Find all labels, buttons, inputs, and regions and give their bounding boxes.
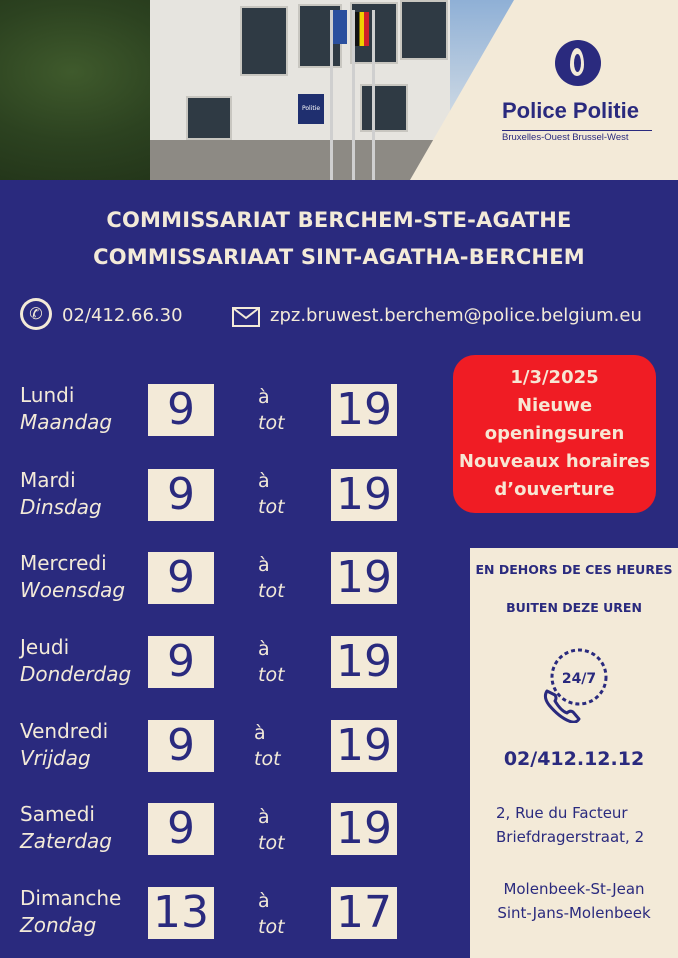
address-fr: 2, Rue du Facteur xyxy=(496,804,628,822)
ground-floor xyxy=(150,140,450,180)
sep-fr: à xyxy=(258,890,270,912)
close-hour: 19 xyxy=(331,720,397,772)
announcement-line4: d’ouverture xyxy=(494,479,615,500)
logo-title: Police Politie xyxy=(502,98,639,123)
after-hours-nl: BUITEN DEZE UREN xyxy=(506,600,642,615)
address-nl: Briefdragerstraat, 2 xyxy=(496,828,645,846)
day-nl: Zondag xyxy=(20,913,97,937)
open-hour: 9 xyxy=(148,720,214,772)
day-nl: Dinsdag xyxy=(20,495,102,519)
open-hour: 9 xyxy=(148,636,214,688)
close-hour: 19 xyxy=(331,803,397,855)
sep-nl: tot xyxy=(258,832,285,854)
title-fr: COMMISSARIAT BERCHEM-STE-AGATHE xyxy=(106,208,572,232)
announcement-line2: openingsuren xyxy=(484,423,625,444)
sep-fr: à xyxy=(258,470,270,492)
new-hours-announcement xyxy=(453,355,656,513)
open-hour: 9 xyxy=(148,384,214,436)
day-fr: Vendredi xyxy=(20,719,109,743)
day-fr: Dimanche xyxy=(20,886,122,910)
close-hour: 19 xyxy=(331,552,397,604)
announcement-line3: Nouveaux horaires xyxy=(458,451,651,472)
police-flame-icon xyxy=(555,40,601,86)
sep-nl: tot xyxy=(258,496,285,518)
sep-fr: à xyxy=(258,638,270,660)
sep-nl: tot xyxy=(258,412,285,434)
open-hour: 13 xyxy=(148,887,214,939)
announcement-date: 1/3/2025 xyxy=(510,367,599,388)
after-hours-fr: EN DEHORS DE CES HEURES xyxy=(475,562,673,577)
emergency-phone[interactable]: 02/412.12.12 xyxy=(503,748,645,770)
open-hour: 9 xyxy=(148,803,214,855)
close-hour: 19 xyxy=(331,469,397,521)
mail-icon xyxy=(232,307,260,327)
commune-nl: Sint-Jans-Molenbeek xyxy=(497,904,651,922)
politie-sign: Politie xyxy=(298,94,324,124)
day-nl: Woensdag xyxy=(20,578,126,602)
badge-24-7: 24/7 xyxy=(561,671,597,687)
commune-fr: Molenbeek-St-Jean xyxy=(503,880,645,898)
day-fr: Mardi xyxy=(20,468,76,492)
day-nl: Zaterdag xyxy=(20,829,112,853)
sep-nl: tot xyxy=(258,580,285,602)
day-fr: Mercredi xyxy=(20,551,107,575)
day-fr: Jeudi xyxy=(20,635,70,659)
phone-number[interactable]: 02/412.66.30 xyxy=(62,305,183,326)
announcement-line1: Nieuwe xyxy=(516,395,593,416)
email-address[interactable]: zpz.bruwest.berchem@police.belgium.eu xyxy=(270,305,642,326)
sep-fr: à xyxy=(258,386,270,408)
phone-24-7-icon xyxy=(537,643,617,723)
sep-fr: à xyxy=(254,722,266,744)
close-hour: 17 xyxy=(331,887,397,939)
day-fr: Samedi xyxy=(20,802,95,826)
logo-subtitle: Bruxelles-Ouest Brussel-West xyxy=(502,130,652,143)
day-nl: Maandag xyxy=(20,410,113,434)
title-nl: COMMISSARIAAT SINT-AGATHA-BERCHEM xyxy=(93,245,585,269)
day-nl: Donderdag xyxy=(20,662,132,686)
phone-icon: ✆ xyxy=(20,298,52,330)
close-hour: 19 xyxy=(331,636,397,688)
open-hour: 9 xyxy=(148,552,214,604)
sep-nl: tot xyxy=(258,916,285,938)
sep-fr: à xyxy=(258,806,270,828)
close-hour: 19 xyxy=(331,384,397,436)
sep-nl: tot xyxy=(258,664,285,686)
open-hour: 9 xyxy=(148,469,214,521)
day-fr: Lundi xyxy=(20,383,75,407)
day-nl: Vrijdag xyxy=(20,746,91,770)
sep-fr: à xyxy=(258,554,270,576)
sep-nl: tot xyxy=(254,748,281,770)
